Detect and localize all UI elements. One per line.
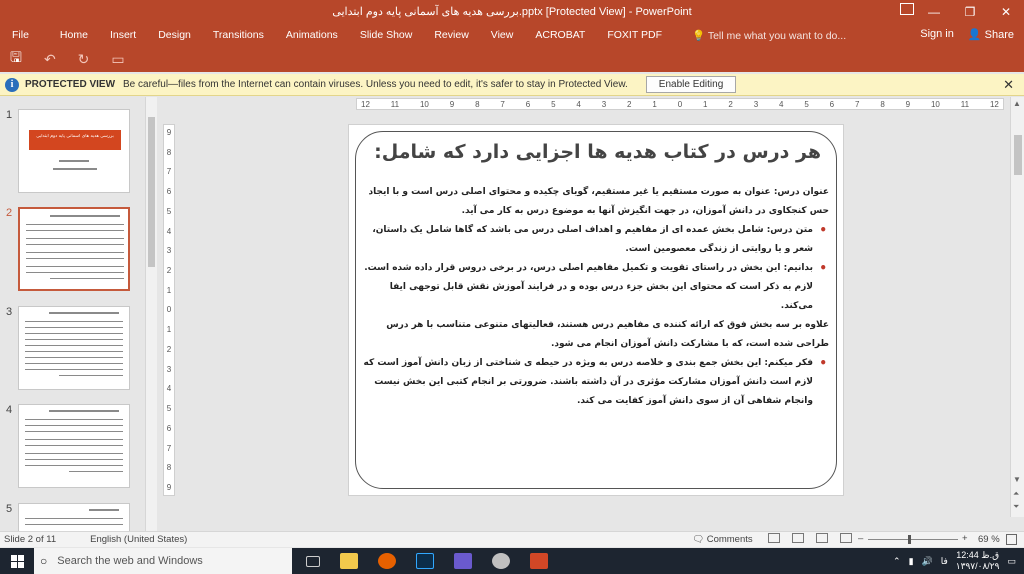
zoom-slider[interactable] — [868, 539, 958, 540]
quick-access-toolbar — [0, 46, 1024, 72]
slide-thumbnail-pane — [0, 97, 158, 531]
person-icon: 👤 — [967, 29, 985, 41]
thumbnail-number: 1 — [6, 109, 13, 121]
ruler-tick-label: 4 — [576, 99, 581, 109]
search-icon: ○ — [40, 554, 48, 568]
thumbnail-line — [26, 266, 124, 267]
thumbnail-scrollbar[interactable] — [145, 97, 157, 531]
tab-design[interactable]: Design — [158, 29, 191, 41]
thumbnail-line — [25, 351, 123, 352]
thumbnail-line — [25, 453, 123, 454]
ruler-tick-label: 3 — [753, 99, 759, 109]
ruler-tick-label: 7 — [500, 99, 505, 109]
tray-arrow-icon[interactable]: ⌃ — [893, 555, 901, 566]
zoom-slider-knob[interactable] — [908, 535, 911, 544]
powerpoint-icon[interactable] — [530, 553, 548, 569]
vertical-ruler — [163, 124, 175, 496]
thumbnail-line — [26, 272, 124, 273]
slide-thumbnail[interactable] — [18, 109, 130, 193]
reading-view-icon[interactable] — [816, 533, 828, 543]
thumbnail-line — [25, 439, 123, 440]
ribbon-tabs — [0, 24, 1024, 46]
language-indicator[interactable]: English (United States) — [90, 534, 188, 545]
thumbnail-line — [25, 425, 123, 426]
lightbulb-icon: 💡 — [692, 29, 708, 42]
ruler-tick-label: 12 — [989, 99, 999, 109]
clock[interactable] — [956, 550, 1000, 572]
zoom-in-icon[interactable]: + — [962, 533, 968, 544]
close-button[interactable]: ✕ — [1000, 5, 1012, 19]
ruler-tick-label: 10 — [930, 99, 940, 109]
status-bar — [0, 531, 1024, 547]
thumbnail-line — [26, 224, 124, 225]
ruler-tick-label: 1 — [166, 285, 172, 295]
thumbnail-number: 2 — [6, 207, 13, 219]
title-bar — [0, 0, 1024, 24]
ruler-tick-label: 1 — [703, 99, 708, 109]
thumbnail-line — [59, 375, 123, 376]
bullet-let-us-know: • بدانیم: این بخش در راستای تقویت و تکمیل مفاهیم اصلی درس، در برخی دروس قرار داده شده است. لازم به ذکر است که محتوای این بخش جزء درس بوده و در فرایند آموزش نقش قابل توجهی ایفا می‌کند. — [361, 259, 829, 316]
thumbnail-number: 5 — [6, 503, 13, 515]
undo-icon[interactable]: ↶ — [43, 50, 56, 67]
network-icon[interactable]: ▮ — [908, 555, 914, 566]
scrollbar-thumb[interactable] — [148, 117, 155, 267]
thumbnail-line — [26, 244, 124, 245]
ruler-tick-label: 5 — [804, 99, 809, 109]
task-view-icon[interactable] — [306, 556, 320, 567]
slide-title[interactable]: هر درس در کتاب هدیه ها اجزایی دارد که شامل: — [374, 141, 821, 163]
ruler-tick-label: 4 — [779, 99, 784, 109]
thumbnail-line — [53, 168, 97, 170]
ruler-tick-label: 6 — [525, 99, 531, 109]
current-slide[interactable] — [348, 124, 844, 496]
save-icon[interactable]: 🖫 — [10, 49, 22, 65]
thumbnail-number: 4 — [6, 404, 13, 416]
windows-taskbar — [0, 548, 1024, 574]
ruler-tick-label: 5 — [166, 206, 172, 216]
thumbnail-line — [25, 327, 123, 328]
slideshow-view-icon[interactable] — [840, 533, 852, 543]
zoom-out-icon[interactable]: – — [858, 533, 864, 544]
ruler-tick-label: 8 — [880, 99, 885, 109]
editor-scrollbar[interactable] — [1010, 97, 1024, 517]
thumbnail-line — [25, 431, 123, 432]
tab-foxit-pdf[interactable]: FOXIT PDF — [607, 29, 662, 41]
ruler-tick-label: 7 — [166, 443, 172, 453]
comments-label: Comments — [706, 534, 753, 545]
ruler-tick-label: 11 — [390, 99, 400, 109]
redo-icon[interactable]: ↻ — [77, 50, 90, 67]
ruler-tick-label: 2 — [166, 344, 172, 354]
thumbnail-line — [25, 518, 123, 519]
next-slide-icon[interactable]: ⏷ — [1013, 502, 1020, 511]
tab-transitions[interactable]: Transitions — [212, 29, 264, 41]
search-placeholder: Search the web and Windows — [57, 555, 203, 567]
thumbnail-row[interactable] — [0, 503, 145, 531]
keyboard-language[interactable]: فا — [940, 555, 948, 566]
comments-button[interactable] — [692, 534, 753, 545]
taskbar-search[interactable] — [34, 548, 292, 574]
thumbnail-line — [59, 160, 89, 162]
thumbnail-line — [25, 419, 123, 420]
thumbnail-line — [25, 321, 123, 322]
windows-logo-icon — [11, 555, 24, 568]
bullet-lesson-text: • متن درس: شامل بخش عمده ای از مفاهیم و اهداف اصلی درس می باشد که گاها شامل یک داستان، شعر و یا روایتی از زندگی معصومین است. — [361, 221, 829, 259]
ruler-tick-label: 9 — [166, 482, 172, 492]
photoshop-icon[interactable] — [416, 553, 434, 569]
firefox-icon[interactable] — [378, 553, 396, 569]
ruler-tick-label: 6 — [166, 187, 172, 197]
thumbnail-number: 3 — [6, 306, 13, 318]
ruler-tick-label: 3 — [166, 246, 172, 256]
notifications-icon[interactable]: ▭ — [1007, 555, 1016, 566]
ruler-tick-label: 1 — [652, 99, 657, 109]
ruler-tick-label: 6 — [829, 99, 835, 109]
thumbnail-line — [50, 215, 120, 217]
ruler-tick-label: 3 — [166, 364, 172, 374]
ruler-tick-label: 8 — [475, 99, 480, 109]
normal-view-icon[interactable] — [768, 533, 780, 543]
tab-view[interactable]: View — [490, 29, 514, 41]
ruler-tick-label: 6 — [166, 423, 172, 433]
clock-date: ۱۳۹۷/۰۸/۲۹ — [955, 561, 1000, 571]
scroll-down-icon[interactable]: ▼ — [1013, 475, 1021, 484]
thumbnail-line — [89, 509, 119, 511]
ruler-tick-label: 0 — [166, 305, 172, 315]
ruler-tick-label: 8 — [166, 463, 172, 473]
thumbnail-row[interactable] — [0, 404, 145, 494]
thumbnail-line — [50, 278, 124, 279]
thumbnail-line — [26, 258, 124, 259]
slide-thumbnail[interactable] — [18, 503, 130, 531]
thumbnail-line — [25, 345, 123, 346]
enable-editing-button[interactable]: Enable Editing — [646, 76, 737, 93]
window-title: بررسی هدیه های آسمانی پایه دوم ابتدایی.pptx [Protected View] - PowerPoint — [332, 6, 692, 18]
thumbnail-line — [25, 357, 123, 358]
thumbnail-row[interactable] — [0, 306, 145, 396]
thumbnail-line — [25, 363, 123, 364]
ruler-tick-label: 9 — [166, 128, 172, 137]
fit-to-window-icon[interactable] — [1006, 534, 1017, 545]
thumbnail-line — [25, 339, 123, 340]
protected-view-label: PROTECTED VIEW — [25, 79, 116, 90]
thumbnail-line — [25, 465, 123, 466]
slide-thumbnail-selected[interactable] — [18, 207, 130, 291]
ruler-tick-label: 2 — [627, 99, 632, 109]
start-button[interactable] — [0, 548, 34, 574]
ruler-tick-label: 11 — [960, 99, 970, 109]
scroll-up-icon[interactable]: ▲ — [1013, 99, 1021, 108]
tab-review[interactable]: Review — [434, 29, 469, 41]
tab-home[interactable]: Home — [59, 29, 88, 41]
tab-file[interactable]: File — [12, 29, 29, 41]
ruler-tick-label: 7 — [855, 99, 860, 109]
paragraph-lesson-title: عنوان درس: عنوان به صورت مستقیم یا غیر مستقیم، گویای چکیده و محتوای اصلی درس است و با ایجاد حس کنجکاوی در دانش آموزان، در جهت انگیزش آنها به موضوع درس به کار می آید. — [368, 187, 829, 216]
horizontal-ruler — [356, 98, 1004, 110]
protected-view-bar — [0, 74, 1024, 96]
tab-acrobat[interactable]: ACROBAT — [535, 29, 586, 41]
thumbnail-line — [26, 252, 124, 253]
close-bar-icon[interactable]: ✕ — [1003, 77, 1014, 92]
thumbnail-line — [25, 445, 123, 446]
thumbnail-line — [69, 471, 123, 472]
slide-counter: Slide 2 of 11 — [4, 534, 57, 545]
info-icon: i — [5, 78, 19, 92]
thumbnail-line — [49, 410, 119, 412]
slide-sorter-icon[interactable] — [792, 533, 804, 543]
tab-animations[interactable]: Animations — [285, 29, 338, 41]
paint-icon[interactable] — [492, 553, 510, 569]
view-buttons — [768, 533, 852, 543]
comment-icon: 🗨 — [692, 534, 707, 545]
thumbnail-line — [49, 312, 119, 314]
ruler-tick-label: 9 — [449, 99, 455, 109]
ruler-tick-label: 0 — [677, 99, 683, 109]
ruler-tick-label: 5 — [166, 404, 172, 414]
thumbnail-row[interactable] — [0, 109, 145, 199]
ruler-tick-label: 3 — [601, 99, 607, 109]
thumbnail-line — [26, 230, 124, 231]
clock-time: 12:44 ق.ظ — [956, 550, 1000, 560]
zoom-level[interactable]: 69 % — [978, 534, 1000, 545]
thumbnail-line — [25, 333, 123, 334]
previous-slide-icon[interactable]: ⏶ — [1013, 489, 1020, 498]
file-explorer-icon[interactable] — [340, 553, 358, 569]
ruler-tick-label: 5 — [551, 99, 556, 109]
slide-thumbnail[interactable] — [18, 404, 130, 488]
thumbnail-line — [25, 524, 123, 525]
paragraph-activities: علاوه بر سه بخش فوق که ارائه کننده ی مفاهیم درس هستند، فعالیتهای متنوعی متناسب با هر درس طراحی شده است، که با مشارکت دانش آموزان انجام می شود. — [386, 320, 829, 349]
ruler-tick-label: 2 — [728, 99, 733, 109]
volume-icon[interactable]: 🔊 — [921, 555, 933, 566]
start-slideshow-icon[interactable]: ▭ — [111, 50, 125, 67]
thumbnail-line — [26, 238, 124, 239]
slide-editor — [159, 97, 1024, 531]
tab-slide-show[interactable]: Slide Show — [359, 29, 413, 41]
ruler-tick-label: 7 — [166, 167, 172, 177]
ruler-tick-label: 2 — [166, 266, 172, 276]
thumbnail-line — [25, 369, 123, 370]
tell-me-text: Tell me what you want to do... — [707, 29, 847, 42]
restore-button[interactable]: ❐ — [964, 5, 976, 19]
ribbon-display-options-icon[interactable] — [900, 3, 914, 15]
minimize-button[interactable]: — — [928, 5, 940, 19]
system-tray — [893, 548, 1016, 574]
ruler-tick-label: 10 — [419, 99, 429, 109]
thumbnail-row[interactable] — [0, 207, 145, 297]
thumbnail-title: بررسی هدیه های آسمانی پایه دوم ابتدایی — [36, 134, 114, 139]
thumbnail-title-bar — [29, 130, 121, 150]
media-app-icon[interactable] — [454, 553, 472, 569]
tab-insert[interactable]: Insert — [109, 29, 137, 41]
ruler-tick-label: 12 — [361, 99, 370, 109]
ruler-tick-label: 4 — [166, 384, 172, 394]
tell-me-input[interactable] — [681, 29, 857, 42]
ruler-tick-label: 8 — [166, 147, 172, 157]
protected-view-message: Be careful—files from the Internet can contain viruses. Unless you need to edit, it's safer to stay in Protected View. — [123, 79, 628, 90]
share-button[interactable] — [968, 28, 1014, 41]
scrollbar-thumb[interactable] — [1014, 135, 1022, 175]
ruler-tick-label: 1 — [166, 325, 172, 335]
slide-thumbnail[interactable] — [18, 306, 130, 390]
sign-in-link[interactable]: Sign in — [920, 28, 954, 40]
bullet-i-think: • فکر میکنم: این بخش جمع بندی و خلاصه درس به ویژه در حیطه ی شناختی از زبان دانش آموز است که لازم است دانش آموزان مشارکت مؤثری در آن داشته باشند. ضرورتی بر انجام کتبی این بخش نیست وانجام شفاهی آن از سوی دانش آموز کفایت می کند. — [361, 354, 829, 411]
ruler-tick-label: 9 — [905, 99, 911, 109]
ruler-tick-label: 4 — [166, 226, 172, 236]
thumbnail-line — [25, 459, 123, 460]
share-label: Share — [984, 29, 1014, 41]
slide-body-text[interactable] — [361, 183, 829, 411]
